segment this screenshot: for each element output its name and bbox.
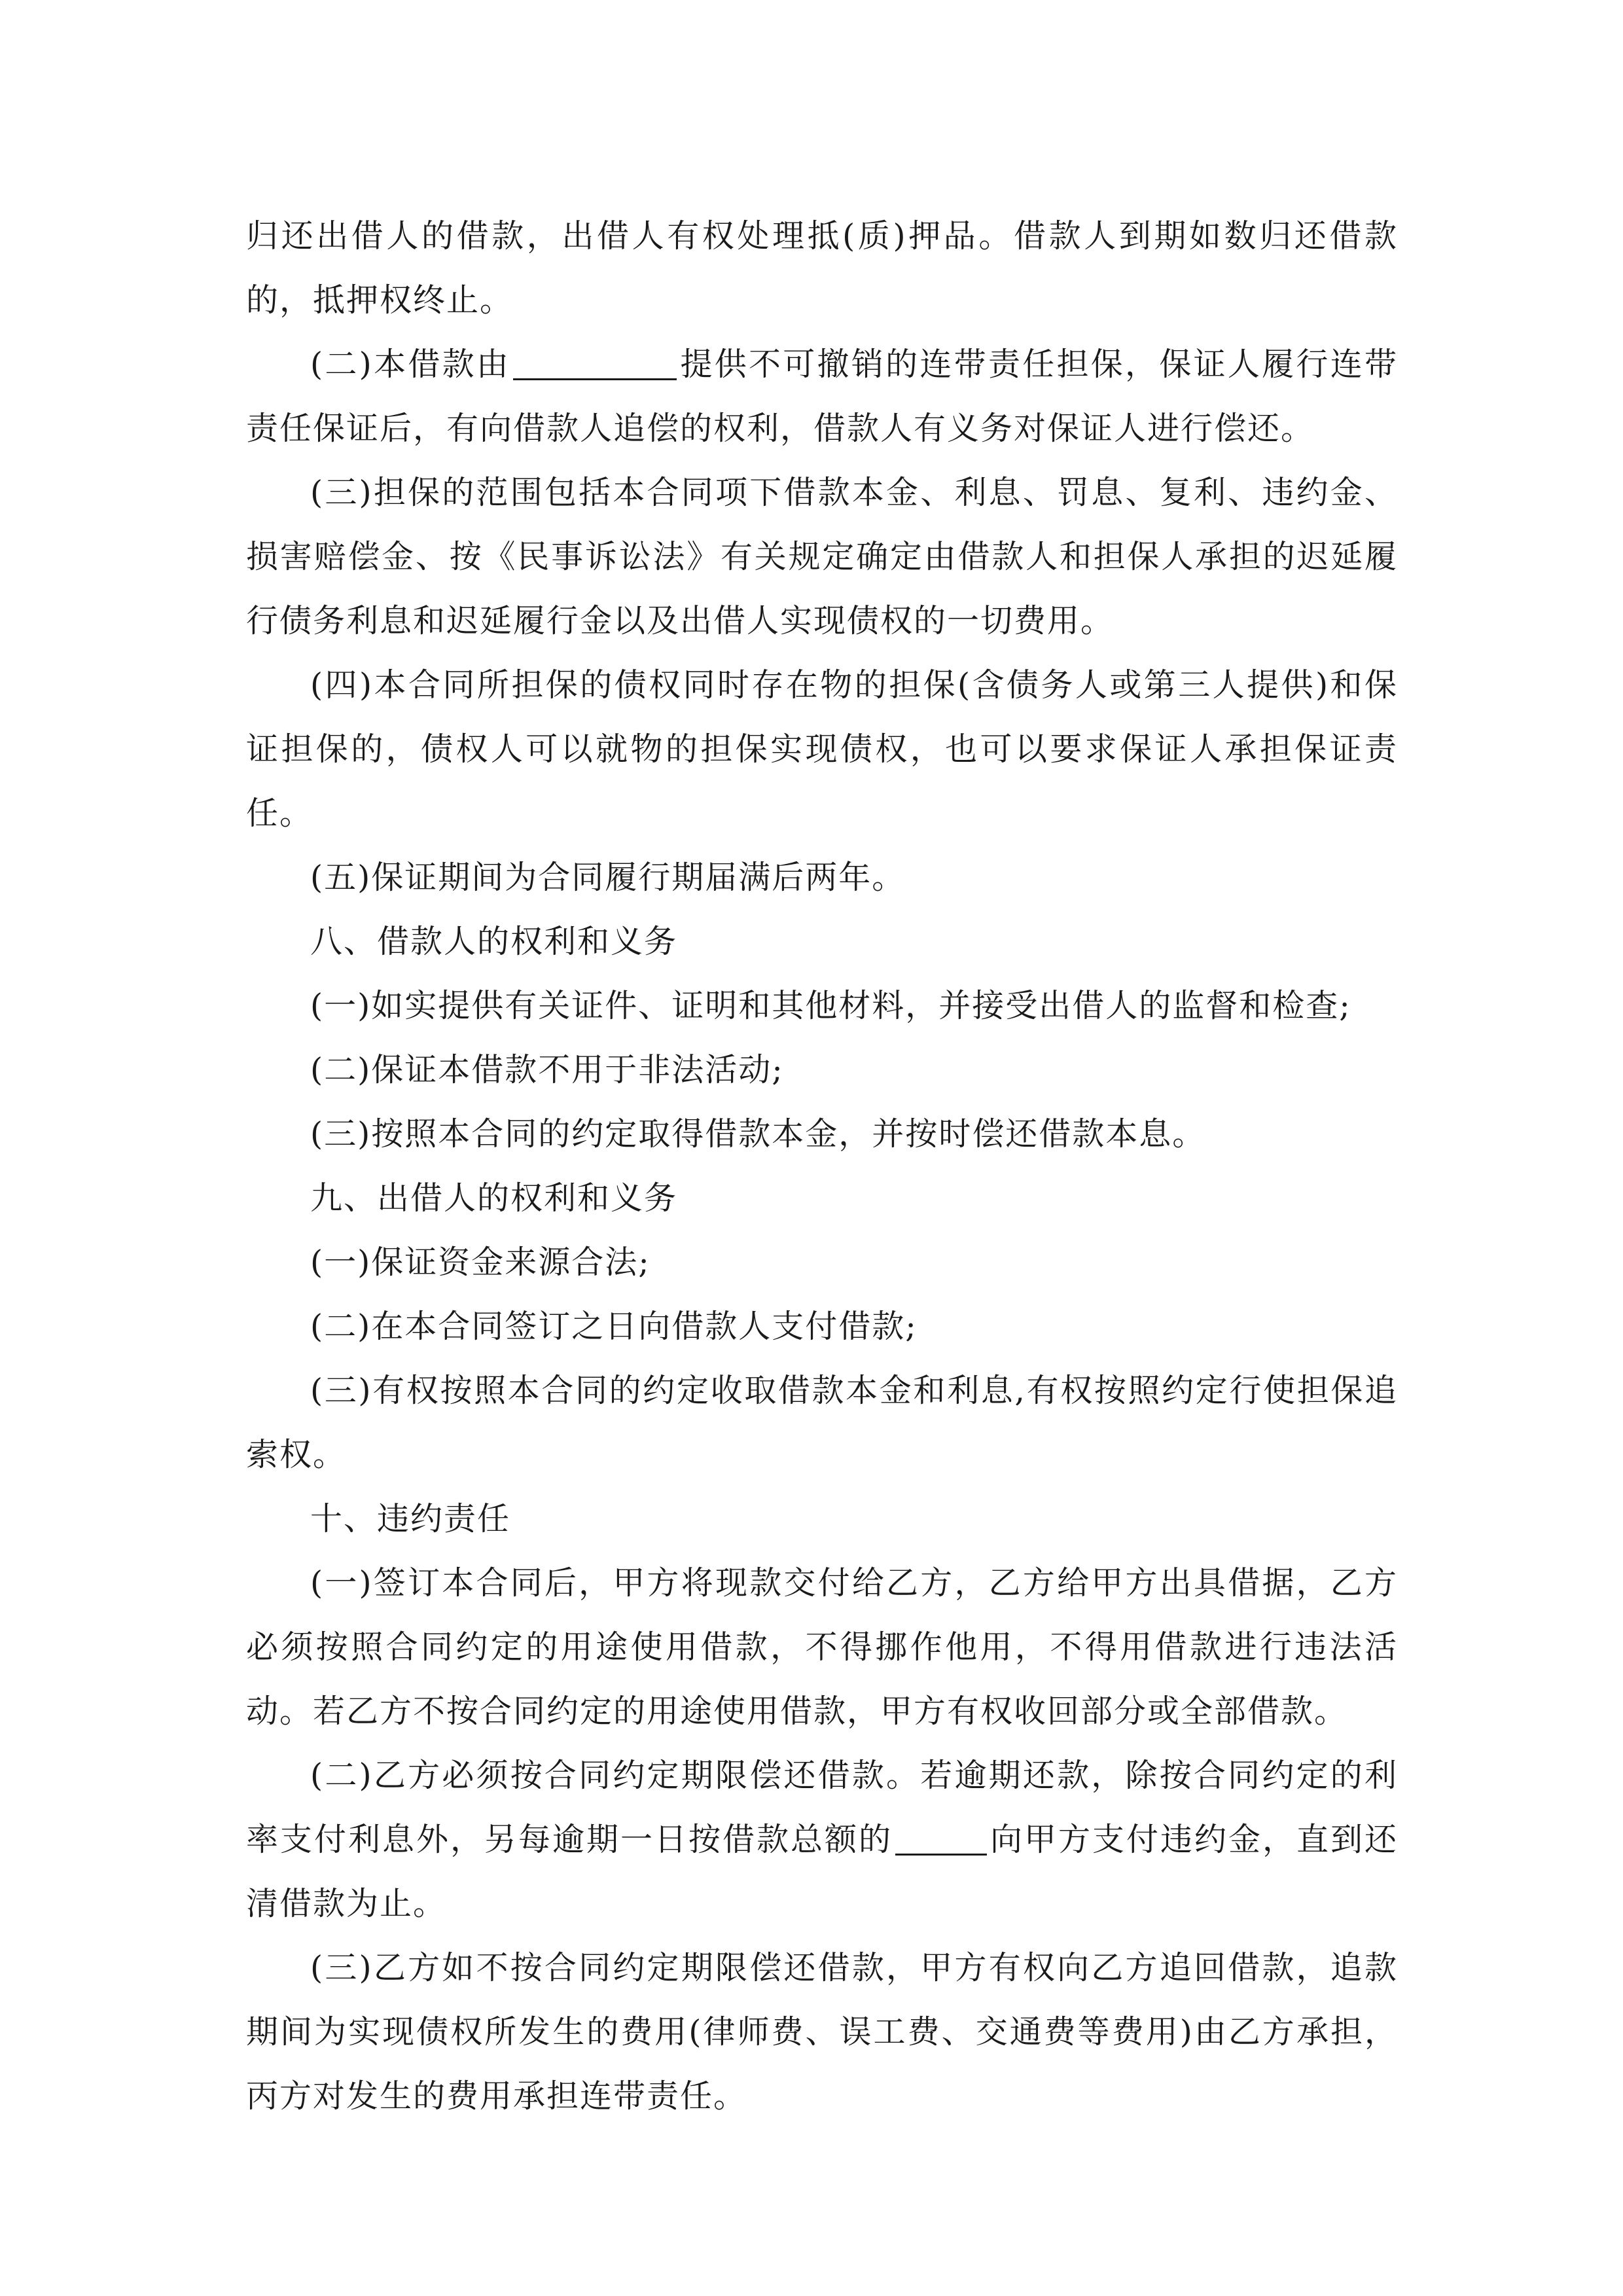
fill-in-blank-guarantor	[513, 344, 677, 380]
section-heading-lender-rights: 九、出借人的权利和义务	[310, 1179, 678, 1217]
paragraph-lender-duty-1: (一)保证资金来源合法;	[310, 1244, 651, 1281]
paragraph-guarantee-provider	[246, 332, 1398, 461]
paragraph-borrower-duty-2: (二)保证本借款不用于非法活动;	[310, 1051, 784, 1088]
paragraph-collateral-termination: 归还出借人的借款，出借人有权处理抵(质)押品。借款人到期如数归还借款的，抵押权终止。	[246, 217, 1398, 319]
paragraph-lender-duty-2: (二)在本合同签订之日向借款人支付借款;	[310, 1308, 918, 1345]
paragraph-text-after-blank: 向甲方支付违约金，直到还清借款为止。	[246, 1821, 1398, 1922]
paragraph-text-before-blank: (二)乙方必须按合同约定期限偿还借款。若逾期还款，除按合同约定的利率支付利息外，另每逾期一日按借款总额的	[246, 1757, 1398, 1858]
paragraph-breach-3: (三)乙方如不按合同约定期限偿还借款，甲方有权向乙方追回借款，追款期间为实现债权所发生的费用(律师费、误工费、交通费等费用)由乙方承担，丙方对发生的费用承担连带责任。	[246, 1949, 1398, 2115]
paragraph-lender-duty-3: (三)有权按照本合同的约定收取借款本金和利息,有权按照约定行使担保追索权。	[246, 1372, 1398, 1473]
fill-in-blank-penalty-rate	[895, 1820, 987, 1856]
paragraph-concurrent-guarantee: (四)本合同所担保的债权同时存在物的担保(含债务人或第三人提供)和保证担保的，债权人可以就物的担保实现债权，也可以要求保证人承担保证责任。	[246, 666, 1398, 832]
section-heading-breach-liability: 十、违约责任	[310, 1500, 511, 1537]
paragraph-breach-2	[246, 1744, 1398, 1936]
paragraph-breach-1: (一)签订本合同后，甲方将现款交付给乙方，乙方给甲方出具借据，乙方必须按照合同约定的用途使用借款，不得挪作他用，不得用借款进行违法活动。若乙方不按合同约定的用途使用借款，甲方有权收回部分或全部借款。	[246, 1564, 1398, 1730]
section-heading-borrower-rights: 八、借款人的权利和义务	[310, 923, 678, 960]
paragraph-guarantee-scope: (三)担保的范围包括本合同项下借款本金、利息、罚息、复利、违约金、损害赔偿金、按《民事诉讼法》有关规定确定由借款人和担保人承担的迟延履行债务利息和迟延履行金以及出借人实现债权的一切费用。	[246, 474, 1398, 639]
paragraph-borrower-duty-1: (一)如实提供有关证件、证明和其他材料，并接受出借人的监督和检查;	[310, 987, 1351, 1024]
paragraph-guarantee-period: (五)保证期间为合同履行期届满后两年。	[310, 859, 906, 896]
paragraph-text-before-blank: (二)本借款由	[310, 346, 511, 383]
document-body	[246, 204, 1398, 2128]
paragraph-borrower-duty-3: (三)按照本合同的约定取得借款本金，并按时偿还借款本息。	[310, 1115, 1206, 1153]
paragraph-text-after-blank: 提供不可撤销的连带责任担保，保证人履行连带责任保证后，有向借款人追偿的权利，借款人有义务对保证人进行偿还。	[246, 346, 1398, 447]
